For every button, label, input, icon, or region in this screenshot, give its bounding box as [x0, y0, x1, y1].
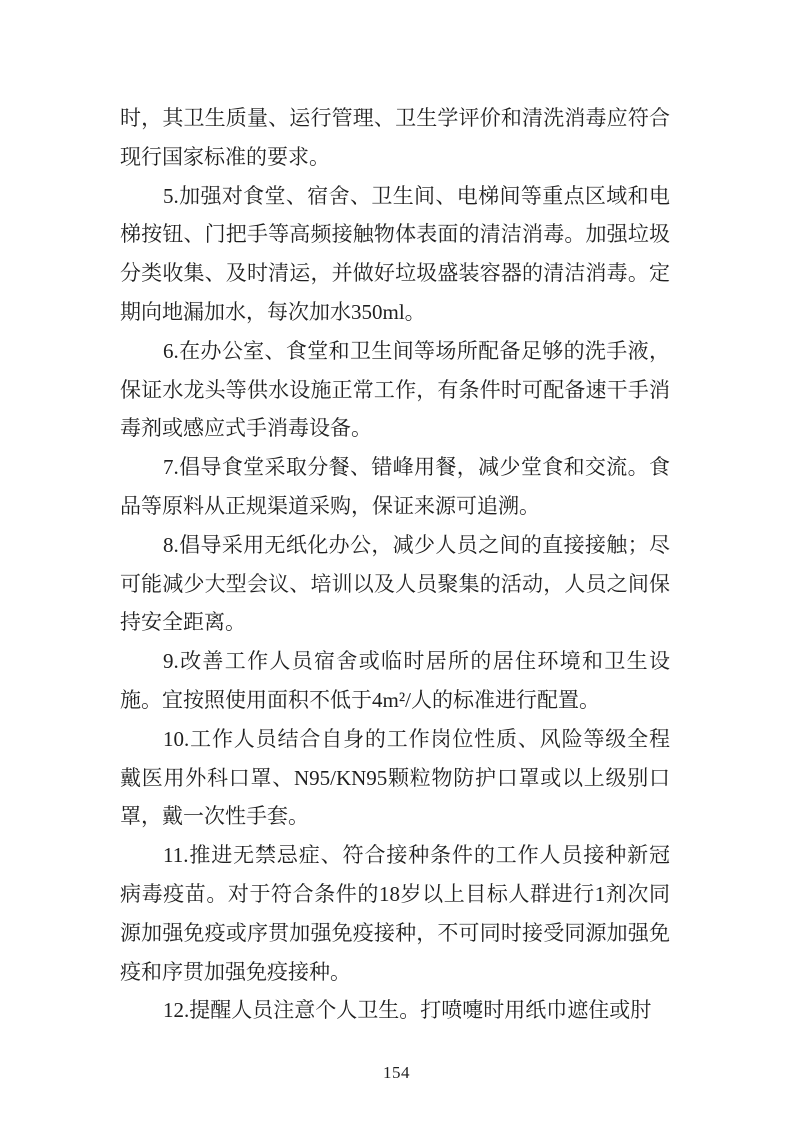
paragraph-item-9: 9.改善工作人员宿舍或临时居所的居住环境和卫生设施。宜按照使用面积不低于4m²/人的标准进行配置。	[120, 649, 670, 712]
paragraph-item-5: 5.加强对食堂、宿舍、卫生间、电梯间等重点区域和电梯按钮、门把手等高频接触物体表面的清洁消毒。加强垃圾分类收集、及时清运，并做好垃圾盛装容器的清洁消毒。定期向地漏加水，每次加水350ml。	[120, 183, 670, 324]
paragraph-item-6: 6.在办公室、食堂和卫生间等场所配备足够的洗手液，保证水龙头等供水设施正常工作，有条件时可配备速干手消毒剂或感应式手消毒设备。	[120, 338, 670, 441]
paragraph-item-7: 7.倡导食堂采取分餐、错峰用餐，减少堂食和交流。食品等原料从正规渠道采购，保证来源可追溯。	[120, 455, 670, 518]
paragraph-item-11: 11.推进无禁忌症、符合接种条件的工作人员接种新冠病毒疫苗。对于符合条件的18岁以上目标人群进行1剂次同源加强免疫或序贯加强免疫接种，不可同时接受同源加强免疫和序贯加强免疫接种。	[120, 843, 670, 984]
page-number: 154	[383, 1063, 410, 1082]
paragraph-item-12: 12.提醒人员注意个人卫生。打喷嚏时用纸巾遮住或肘	[163, 998, 652, 1023]
paragraph-continuation: 时，其卫生质量、运行管理、卫生学评价和清洗消毒应符合现行国家标准的要求。	[120, 106, 670, 169]
page-body-text	[120, 99, 670, 1030]
paragraph-item-8: 8.倡导采用无纸化办公，减少人员之间的直接接触；尽可能减少大型会议、培训以及人员聚集的活动，人员之间保持安全距离。	[120, 532, 670, 635]
paragraph-item-10: 10.工作人员结合自身的工作岗位性质、风险等级全程戴医用外科口罩、N95/KN95颗粒物防护口罩或以上级别口罩，戴一次性手套。	[120, 726, 670, 829]
